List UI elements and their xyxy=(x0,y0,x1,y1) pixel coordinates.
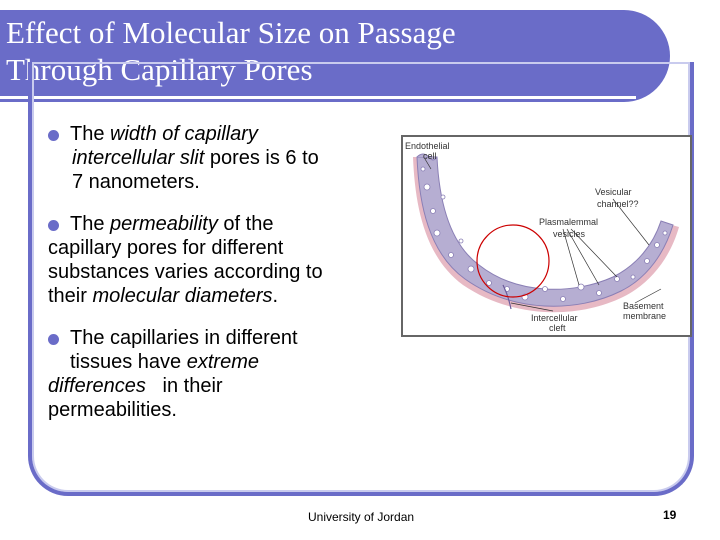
label-endothelial: Endothelial xyxy=(405,141,450,151)
footer-university: University of Jordan xyxy=(308,510,415,524)
label-intercellular: Intercellular xyxy=(531,313,578,323)
text: The xyxy=(70,213,111,235)
text: their xyxy=(48,285,93,307)
page-number: 19 xyxy=(663,508,677,522)
label-cell: cell xyxy=(423,151,437,161)
bullet-width xyxy=(48,122,398,194)
capillary-diagram xyxy=(401,135,692,337)
emphasis: intercellular slit xyxy=(72,147,205,169)
text: pores is 6 to xyxy=(204,147,319,169)
text: The capillaries in different xyxy=(70,327,298,349)
emphasis: extreme xyxy=(186,351,259,373)
label-channel: channel?? xyxy=(597,199,639,209)
emphasis: permeability xyxy=(110,213,218,235)
text: substances varies according to xyxy=(48,261,323,283)
label-basement: Basement xyxy=(623,301,664,311)
label-cleft: cleft xyxy=(549,323,566,333)
bullet-list xyxy=(48,122,398,440)
text: 7 nanometers. xyxy=(72,171,200,193)
text: The xyxy=(70,123,111,145)
bullet-dot xyxy=(48,334,59,345)
title-line-1: Effect of Molecular Size on Passage xyxy=(6,15,456,50)
label-membrane: membrane xyxy=(623,311,667,321)
bullet-dot xyxy=(48,130,59,141)
bullet-tissues xyxy=(48,326,398,422)
label-plasmalemmal: Plasmalemmal xyxy=(539,217,599,227)
label-vesicular: Vesicular xyxy=(595,187,632,197)
text: of the xyxy=(217,213,274,235)
label-vesicles: vesicles xyxy=(553,229,586,239)
title-line-2: Through Capillary Pores xyxy=(6,52,313,87)
emphasis: width of capillary xyxy=(110,123,258,145)
text: in their xyxy=(145,375,223,397)
emphasis: differences xyxy=(48,375,146,397)
bullet-permeability xyxy=(48,212,398,308)
text: permeabilities. xyxy=(48,399,177,421)
bullet-dot xyxy=(48,220,59,231)
text: capillary pores for different xyxy=(48,237,284,259)
text: . xyxy=(272,285,279,307)
emphasis: molecular diameters xyxy=(92,285,273,307)
text: tissues have xyxy=(70,351,187,373)
